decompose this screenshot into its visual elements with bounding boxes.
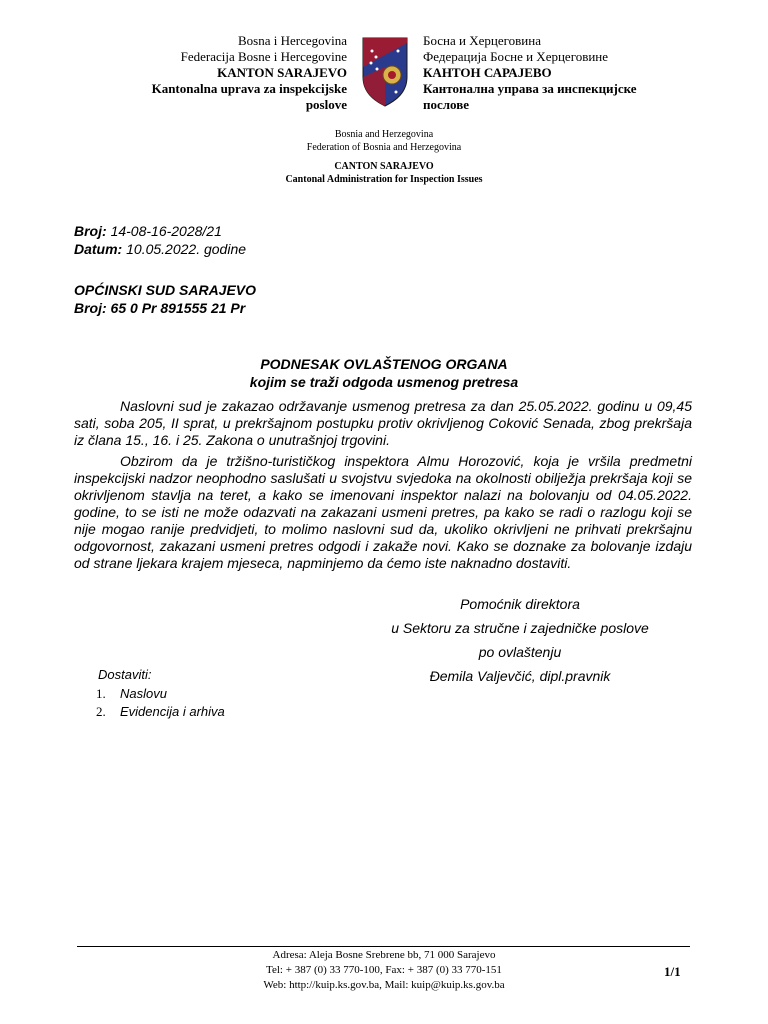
delivery-item-number: 1.: [96, 686, 106, 701]
body-paragraph-1: Naslovni sud je zakazao održavanje usmenog pretresa za dan 25.05.2022. godinu u 09,45 sati, soba 205, II sprat, u prekršajnom postupku protiv okrivljenog Coković Senada, zbog prekršaja iz člana 15., 16. i 25. Zakona o unutrašnjoj trgovini.: [74, 398, 692, 448]
header-right: [423, 33, 683, 113]
header-left-agency-cont: poslove: [305, 97, 347, 112]
header-left-canton: KANTON SARAJEVO: [217, 65, 347, 80]
recipient-name: OPĆINSKI SUD SARAJEVO: [74, 282, 257, 298]
header-english-country: Bosnia and Herzegovina: [334, 129, 434, 140]
document-number: [74, 222, 222, 240]
delivery-list: [96, 685, 225, 721]
delivery-item: [96, 703, 225, 721]
signature-name: Đemila Valjevčić, dipl.pravnik: [429, 668, 611, 684]
header-left-federation: Federacija Bosne i Hercegovine: [180, 49, 347, 64]
document-number-label: Broj:: [74, 223, 107, 239]
footer-web: Web: http://kuip.ks.gov.ba, Mail: kuip@kuip.ks.gov.ba: [263, 979, 505, 991]
header-left: [107, 33, 347, 113]
delivery-item-number: 2.: [96, 704, 106, 719]
signature-title: Pomoćnik direktora: [460, 596, 580, 612]
signature-authority: po ovlaštenju: [478, 644, 562, 660]
delivery-item-text: Evidencija i arhiva: [120, 704, 225, 719]
header-english-agency: Cantonal Administration for Inspection Issues: [285, 174, 483, 185]
header-english-federation: Federation of Bosnia and Herzegovina: [306, 142, 462, 153]
coat-of-arms-icon: [362, 37, 408, 107]
document-date-label: Datum:: [74, 241, 123, 257]
header-left-agency: Kantonalna uprava za inspekcijske: [151, 81, 347, 96]
header-right-agency: Кантонална управа за инспекцијске: [423, 81, 637, 96]
footer-phone: Tel: + 387 (0) 33 770-100, Fax: + 387 (0) 33 770-151: [266, 964, 502, 976]
document-title-line2: kojim se traži odgoda usmenog pretresa: [249, 374, 519, 390]
footer-divider: [77, 946, 690, 947]
delivery-label: Dostaviti:: [98, 667, 152, 682]
header-left-country: Bosna i Hercegovina: [237, 33, 347, 48]
footer: [0, 948, 768, 993]
document-date-value: 10.05.2022. godine: [126, 241, 247, 257]
header-right-country: Босна и Херцеговина: [423, 33, 541, 48]
document-number-value: 14-08-16-2028/21: [110, 223, 222, 239]
header-english: [0, 128, 768, 154]
document-title: [0, 355, 768, 391]
header-english-canton-block: [0, 160, 768, 186]
header-english-canton: CANTON SARAJEVO: [334, 161, 434, 172]
footer-address: Adresa: Aleja Bosne Srebrene bb, 71 000 Sarajevo: [272, 949, 496, 961]
body-paragraph-2: Obzirom da je tržišno-turističkog inspektora Almu Horozović, koja je vršila predmetni inspekcijski nadzor neophodno saslušati u svojstvu svjedoka na okolnosti obilježja prekršaja koji se okrivljenom stavlja na teret, a kako se imenovani inspektor nalazi na bolovanju od 04.05.2022. godine, to se isti ne može odazvati na zakazani usmeni pretres, pa kako se radi o razlogu koji se nije mogao ranije predvidjeti, to molimo naslovni sud da, ukoliko okrivljeni ne prihvati prekršajnu odgovornost, zakazani usmeni pretres odgodi i zakaže novi. Kako se doznake za bolovanje izdaju od strane ljekara krajem mjeseca, napminjemo da ćemo iste naknadno dostaviti.: [74, 453, 692, 571]
delivery-item-text: Naslovu: [120, 686, 167, 701]
signature-sector: u Sektoru za stručne i zajedničke poslove: [391, 620, 649, 636]
page-number: 1/1: [664, 964, 681, 979]
document-date: [74, 240, 246, 258]
delivery-item: [96, 685, 225, 703]
header-right-canton: КАНТОН САРАЈЕВО: [423, 65, 552, 80]
document-title-line1: PODNESAK OVLAŠTENOG ORGANA: [260, 356, 508, 372]
header-right-federation: Федерација Босне и Херцеговине: [423, 49, 609, 64]
header-right-agency-cont: послове: [423, 97, 470, 112]
recipient-case-number: Broj: 65 0 Pr 891555 21 Pr: [74, 300, 246, 316]
